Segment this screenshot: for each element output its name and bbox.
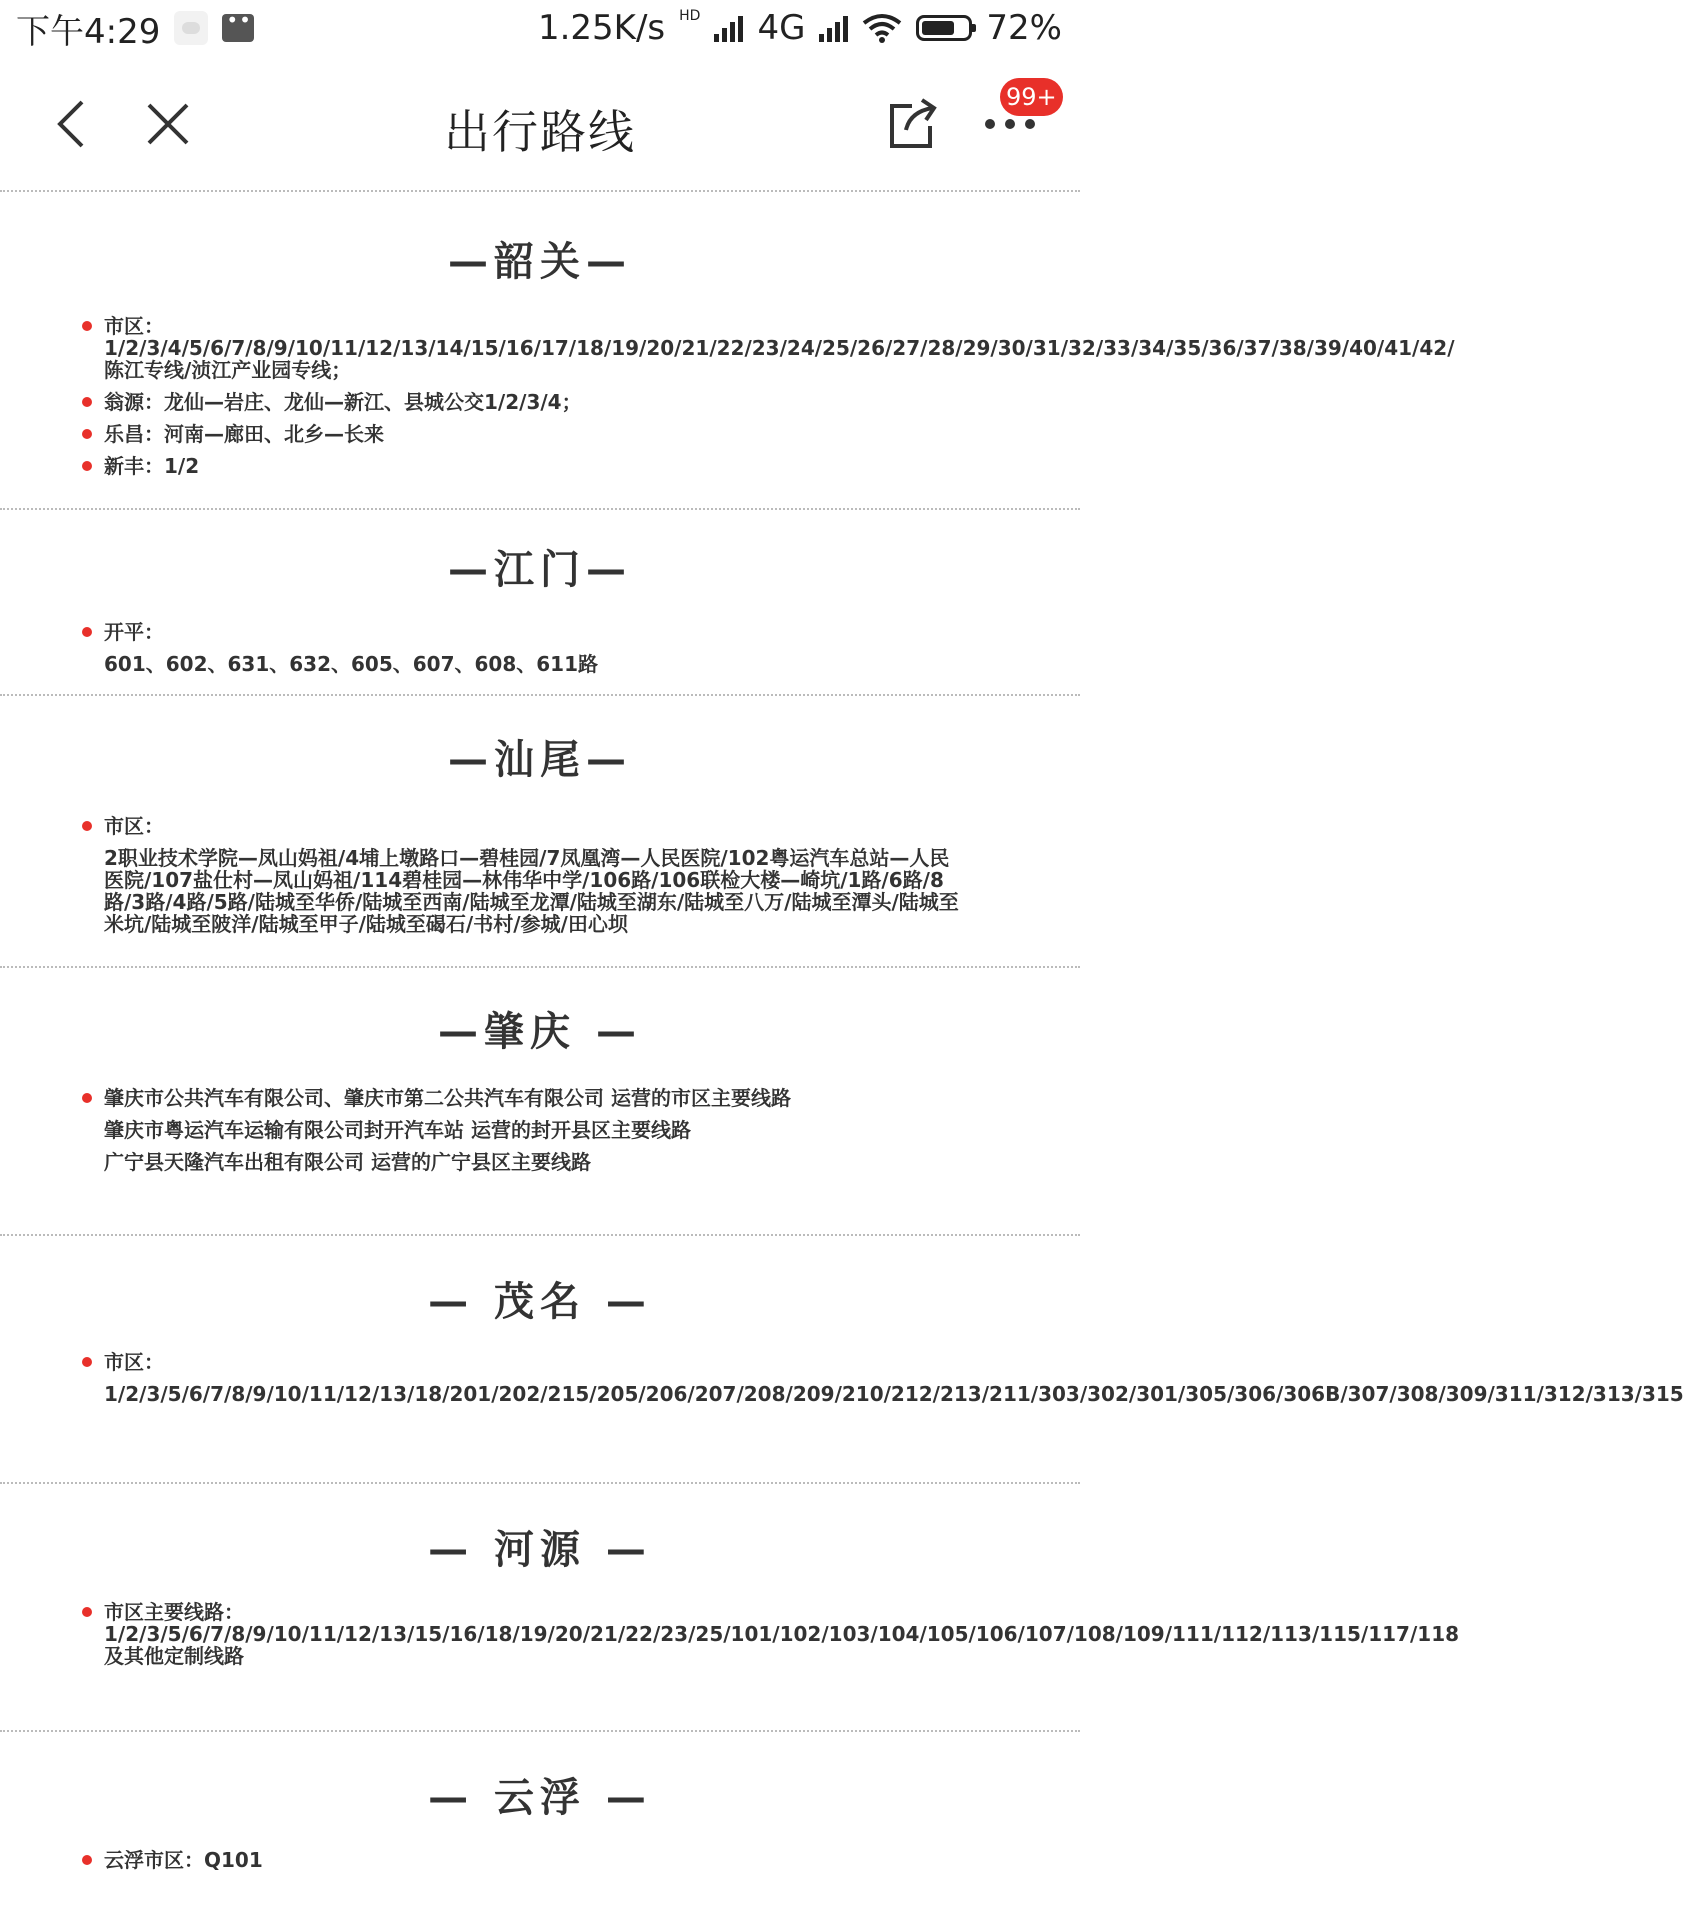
divider: [0, 1234, 1080, 1236]
signal-icon-2: [819, 14, 848, 42]
wifi-icon: [862, 13, 902, 43]
section-title: —江门—: [448, 547, 632, 593]
network-speed: 1.25K/s: [537, 8, 666, 48]
section-shaoguan: [0, 230, 1455, 478]
section-heyuan: [0, 1518, 1460, 1668]
entry-text: 2职业技术学院—凤山妈祖/4埔上墩路口—碧桂园/7凤凰湾—人民医院/102粤运汽车总站—人民医院/107盐仕村—凤山妈祖/114碧桂园—林伟华中学/106路/106联检大楼—崎坑/1路/6路/8路/3路/4路/5路/陆城至华侨/陆城至西南/陆城至龙潭/陆城至湖东/陆城至八万/陆城至潭头/陆城至米坑/陆城至陂洋/陆城至甲子/陆城至碣石/书村/参城/田心坝: [104, 846, 959, 936]
bullet-icon: [82, 1607, 92, 1617]
entry-text: 1/2/3/4/5/6/7/8/9/10/11/12/13/14/15/16/17/18/19/20/21/22/23/24/25/26/27/28/29/30/31/32/33/34/35/36/37/38/39/40/41/42/陈江专线/浈江产业园专线；: [104, 336, 1455, 382]
section-title: —肇庆 —: [438, 1009, 642, 1055]
divider: [0, 190, 1080, 192]
entry-text: 河南—廊田、北乡—长来: [164, 422, 384, 446]
battery-fill: [922, 21, 954, 35]
divider: [0, 1482, 1080, 1484]
entry-text: Q101: [204, 1848, 263, 1872]
section-title: —韶关—: [448, 239, 632, 285]
entry-text: 601、602、631、632、605、607、608、611路: [104, 652, 598, 676]
bullet-icon: [82, 461, 92, 471]
list-item: [104, 1087, 960, 1109]
bullet-icon: [82, 321, 92, 331]
status-left: [16, 4, 254, 53]
list-item: [104, 621, 960, 675]
app-notification-icon: [174, 11, 208, 45]
list-item: [104, 1600, 1460, 1668]
entry-label: 翁源：: [104, 390, 164, 414]
entry-label: 市区主要线路：: [104, 1600, 244, 1624]
list-item: [104, 1350, 1684, 1406]
signal-icon: [714, 14, 743, 42]
bullet-icon: [82, 1855, 92, 1865]
entry-label: 云浮市区：: [104, 1848, 204, 1872]
entry-label: 乐昌：: [104, 422, 164, 446]
list-item: [104, 815, 960, 935]
list-item: [104, 1849, 960, 1871]
section-title: — 河源 —: [428, 1527, 652, 1573]
entry-label: 开平：: [104, 620, 164, 644]
divider: [0, 966, 1080, 968]
divider: [0, 1730, 1080, 1732]
status-bar: [0, 0, 1080, 56]
plain-line: 广宁县天隆汽车出租有限公司 运营的广宁县区主要线路: [104, 1150, 591, 1174]
nav-bar: [0, 60, 1080, 186]
status-time: 下午4:29: [16, 11, 161, 52]
section-shanwei: [0, 728, 1080, 935]
status-right: [538, 8, 1062, 48]
share-button[interactable]: [880, 92, 944, 156]
section-title: — 云浮 —: [428, 1775, 652, 1821]
hd-label: HD: [679, 8, 701, 24]
entry-label: 市区：: [104, 1350, 164, 1374]
entry-label: 市区：: [104, 814, 164, 838]
entry-label: 市区：: [104, 314, 164, 338]
entry-text: 1/2/3/5/6/7/8/9/10/11/12/13/15/16/18/19/20/21/22/23/25/101/102/103/104/105/106/107/108/109/111/112/113/115/117/118及其他定制线路: [104, 1622, 1460, 1668]
section-jiangmen: [0, 538, 1080, 675]
bullet-icon: [82, 821, 92, 831]
section-yunfu: [0, 1766, 1080, 1871]
entry-text: 龙仙—岩庄、龙仙—新江、县城公交1/2/3/4；: [164, 390, 582, 414]
battery-icon: [916, 15, 972, 41]
list-item: [104, 423, 960, 445]
bullet-icon: [82, 627, 92, 637]
bullet-icon: [82, 429, 92, 439]
list-item: [104, 455, 960, 477]
section-title: —汕尾—: [448, 737, 632, 783]
bullet-icon: [82, 1357, 92, 1367]
page-title: 出行路线: [444, 105, 636, 159]
divider: [0, 694, 1080, 696]
list-item: [104, 391, 960, 413]
section-title: — 茂名 —: [428, 1279, 652, 1325]
section-maoming: [0, 1270, 1684, 1406]
bullet-icon: [82, 1093, 92, 1103]
network-type: 4G: [757, 8, 806, 48]
share-icon: [884, 96, 940, 152]
bullet-icon: [82, 397, 92, 407]
entry-text: 1/2/3/5/6/7/8/9/10/11/12/13/18/201/202/215/205/206/207/208/209/210/212/213/211/303/302/301/305/306/306B/307/308/309/311/312/313/315: [104, 1382, 1684, 1406]
entry-text: 1/2: [164, 454, 200, 478]
more-dots-icon: [982, 116, 1038, 132]
entry-label: 新丰：: [104, 454, 164, 478]
notification-badge: 99+: [1000, 78, 1063, 116]
section-zhaoqing: [0, 1000, 1080, 1173]
battery-percent: 72%: [986, 8, 1062, 48]
list-item: [104, 314, 1455, 382]
message-icon: [222, 14, 254, 42]
entry-text: 肇庆市公共汽车有限公司、肇庆市第二公共汽车有限公司 运营的市区主要线路: [104, 1086, 791, 1110]
plain-line: 肇庆市粤运汽车运输有限公司封开汽车站 运营的封开县区主要线路: [104, 1118, 691, 1142]
divider: [0, 508, 1080, 510]
